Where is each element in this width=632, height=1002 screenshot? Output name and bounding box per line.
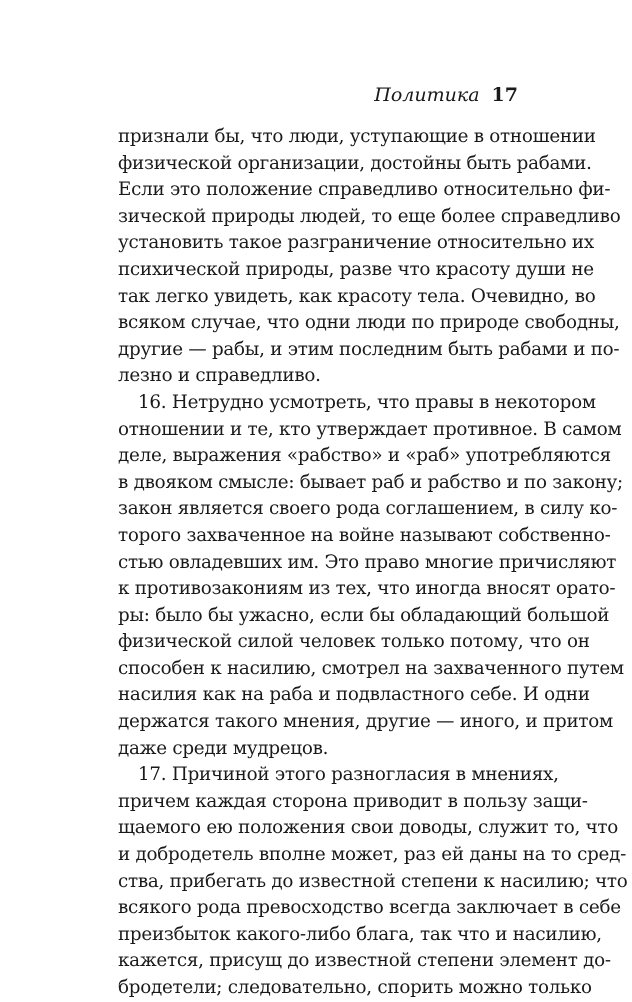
text-line: ства, прибегать до известной степени к насилию; что [118,870,628,892]
text-line: ры: было бы ужасно, если бы обладающий большой [118,604,610,626]
text-line: лезно и справедливо. [118,365,321,387]
text-line: держатся такого мнения, другие — иного, и притом [118,711,613,733]
paragraph [118,124,621,390]
text-line: и добродетель вполне может, раз ей даны на то сред- [118,844,627,866]
text-line: кажется, присущ до известной степени элемент до- [118,950,611,972]
text-line: физической силой человек только потому, что он [118,631,590,653]
paragraph [118,762,628,1001]
text-line: щаемого ею положения свои доводы, служит то, что [118,817,619,839]
text-line: способен к насилию, смотрел на захваченного путем [118,657,624,679]
paragraph [118,390,624,762]
text-line: физической организации, достойны быть рабами. [118,152,592,174]
text-line: деле, выражения «рабство» и «раб» употребляются [118,445,611,467]
text-line: зической природы людей, то еще более справедливо [118,205,621,227]
text-line: насилия как на раба и подвластного себе. И одни [118,684,590,706]
page-number: 17 [491,84,518,106]
text-line: 16. Нетрудно усмотреть, что правы в некотором [138,391,596,413]
body-text [118,124,628,1002]
text-line: в двояком смысле: бывает раб и рабство и по закону; [118,471,623,493]
running-head-title: Политика [374,84,480,106]
text-line: закон является своего рода соглашением, в силу ко- [118,498,618,520]
text-line: отношении и те, кто утверждает противное. В самом [118,418,622,440]
running-head [118,83,518,107]
text-line: психической природы, разве что красоту души не [118,258,594,280]
text-line: даже среди мудрецов. [118,737,329,759]
text-line: Если это положение справедливо относительно фи- [118,179,611,201]
text-line: всякого рода превосходство всегда заключает в себе [118,897,621,919]
text-line: признали бы, что люди, уступающие в отношении [118,126,596,147]
text-line: бродетели; следовательно, спорить можно только [118,977,592,998]
text-line: торого захваченное на войне называют собственно- [118,524,611,546]
text-line: установить такое разграничение относительно их [118,232,594,254]
text-line: стью овладевших им. Это право многие причисляют [118,551,617,573]
text-line: всяком случае, что одни люди по природе свободны, [118,312,620,334]
text-line: к противозакониям из тех, что иногда вносят орато- [118,578,616,600]
text-line: так легко увидеть, как красоту тела. Очевидно, во [118,285,596,307]
text-line: причем каждая сторона приводит в пользу защи- [118,790,588,812]
text-line: преизбыток какого-либо блага, так что и насилию, [118,923,602,945]
text-line: другие — рабы, и этим последним быть рабами и по- [118,338,620,360]
text-line: 17. Причиной этого разногласия в мнениях, [138,764,559,786]
